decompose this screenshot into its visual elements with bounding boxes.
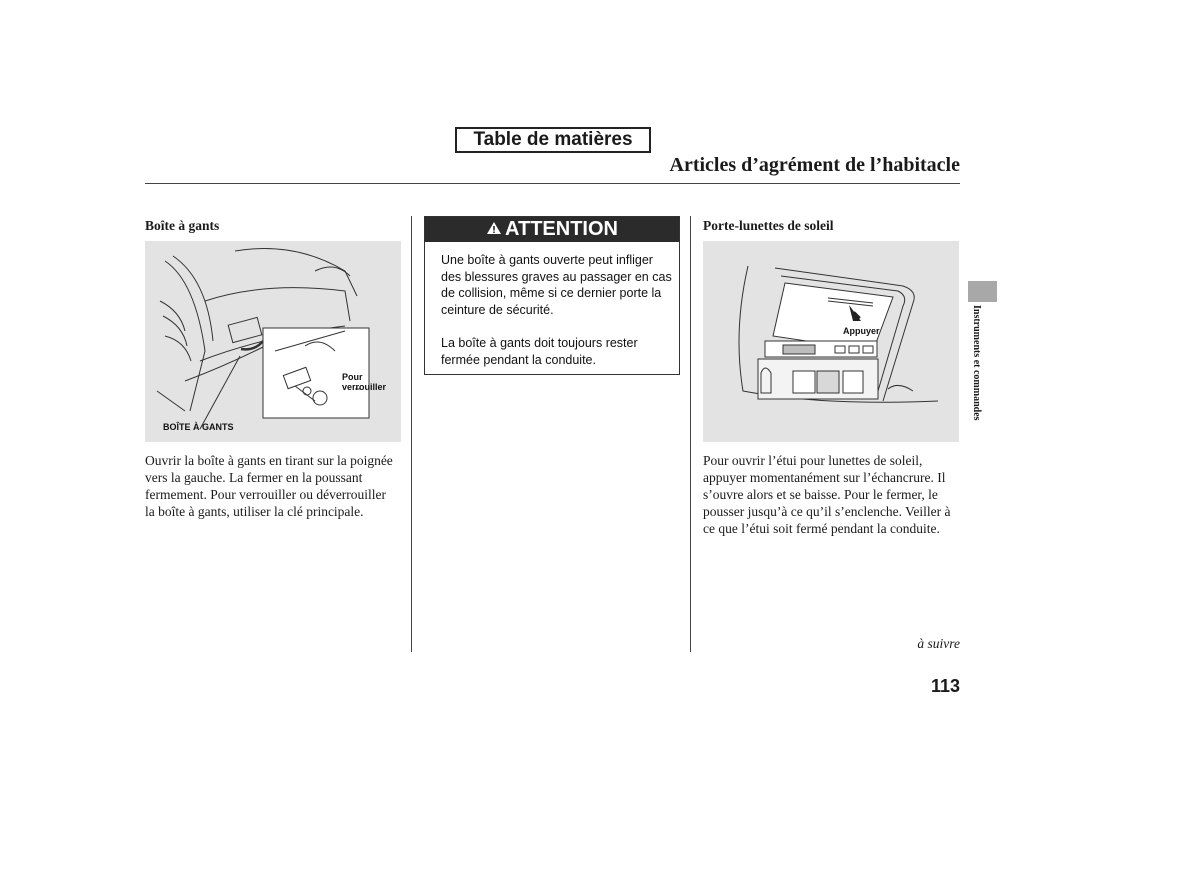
warning-paragraph-1: Une boîte à gants ouverte peut infliger des blessures graves au passager en cas de collision, même si ce dernier porte la ceinture de sécurité. bbox=[441, 253, 672, 317]
warning-heading-bar bbox=[425, 217, 679, 242]
glovebox-figure bbox=[145, 241, 401, 442]
table-of-contents-button[interactable]: Table de matières bbox=[455, 127, 651, 153]
section-title: Articles d’agrément de l’habitacle bbox=[669, 154, 960, 176]
warning-heading: ATTENTION bbox=[505, 218, 618, 240]
sunglass-holder-heading: Porte-lunettes de soleil bbox=[703, 218, 834, 233]
glovebox-heading: Boîte à gants bbox=[145, 218, 220, 233]
press-callout: Appuyer bbox=[843, 326, 880, 336]
glovebox-callout: BOÎTE À GANTS bbox=[163, 422, 234, 432]
warning-triangle-icon bbox=[486, 217, 502, 242]
continued-note: à suivre bbox=[917, 636, 960, 651]
sunglass-holder-illustration bbox=[703, 241, 959, 442]
chapter-tab-marker bbox=[968, 281, 997, 302]
page-number: 113 bbox=[930, 676, 960, 696]
warning-paragraph-2: La boîte à gants doit toujours rester fermée pendant la conduite. bbox=[441, 336, 638, 367]
glovebox-illustration bbox=[145, 241, 401, 442]
lock-callout: Pour verrouiller bbox=[342, 372, 387, 392]
glovebox-text: Ouvrir la boîte à gants en tirant sur la poignée vers la gauche. La fermer en la poussant fermement. Pour verrouiller ou déverrouiller la boîte à gants, utiliser la clé principale. bbox=[145, 453, 393, 519]
sunglass-holder-text: Pour ouvrir l’étui pour lunettes de soleil, appuyer momentanément sur l’échancrure. Il s’ouvre alors et se baisse. Pour le fermer, le pousser jusqu’à ce qu’il s’enclenche. Veiller à ce que l’étui soit fermé pendant la conduite. bbox=[703, 453, 951, 536]
column-divider-left bbox=[411, 216, 412, 652]
warning-box bbox=[424, 216, 680, 375]
header-rule bbox=[145, 183, 960, 184]
column-divider-right bbox=[690, 216, 691, 652]
sunglass-holder-figure bbox=[703, 241, 959, 442]
